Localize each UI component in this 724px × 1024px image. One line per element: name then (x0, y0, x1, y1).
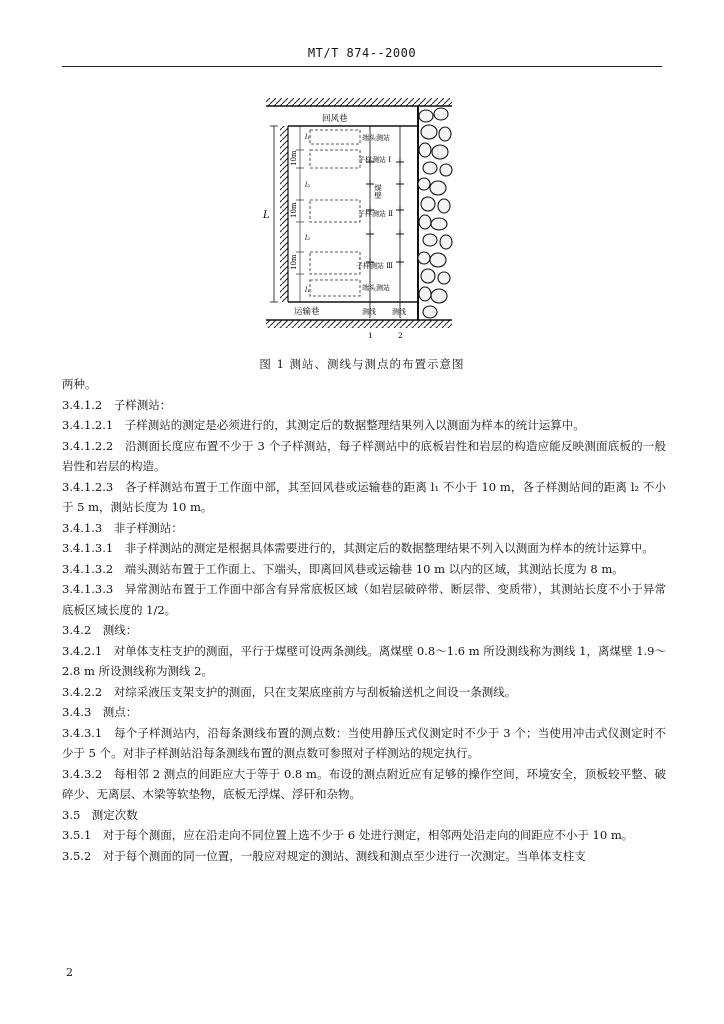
figure-caption: 图 1 测站、测线与测点的布置示意图 (259, 357, 465, 371)
paragraph: 两种。 (62, 377, 97, 391)
label-end-station-top: 端头测站 (362, 134, 390, 142)
body-text (62, 374, 666, 866)
gob-rocks (418, 108, 452, 318)
label-L: L (263, 210, 270, 221)
label-line-1: 测线 (362, 308, 376, 316)
paragraph: 3.4.1.3.1 非子样测站的测定是根据具体需要进行的，其测定后的数据整理结果不列入以测面为样本的统计运算中。 (62, 541, 654, 555)
left-hatch (280, 126, 288, 302)
paragraph: 3.5 测定次数 (62, 807, 138, 822)
label-sub-station-2: 子样测站 Ⅱ (358, 210, 393, 218)
bottom-hatch (266, 320, 452, 328)
paragraph: 3.4.1.3 非子样测站： (62, 520, 183, 535)
label-l2-b: l₂ (305, 234, 311, 242)
label-line-2: 测线 (392, 308, 406, 316)
label-l1-bottom: l₁ (305, 286, 311, 294)
paragraph: 3.4.1.2 子样测站： (62, 397, 172, 412)
label-10m-2: 10m (290, 202, 298, 218)
paragraph: 3.4.2.1 对单体支柱支护的测面，平行于煤壁可设两条测线。离煤壁 0.8～1.6 m 所设测线称为测线 1，离煤壁 1.9～2.8 m 所设测线称为测线 2。 (62, 643, 666, 678)
page-header: MT/T 874--2000 (307, 46, 417, 60)
header-rule (62, 66, 662, 67)
paragraph: 3.5.2 对于每个测面的同一位置，一般应对规定的测站、测线和测点至少进行一次测定。当单体支柱支 (62, 848, 586, 863)
label-sub-station-3: 子样测站 Ⅲ (356, 262, 393, 270)
label-coal-wall: 煤壁 (373, 184, 383, 199)
paragraph: 3.4.1.2.3 各子样测站布置于工作面中部，其至回风巷或运输巷的距离 l₁ 不小于 10 m，各子样测站间的距离 l₂ 不小于 5 m，测站长度为 10 m。 (62, 479, 666, 514)
label-l2-a: l₂ (305, 181, 311, 189)
label-end-station-bottom: 端头测站 (362, 284, 390, 292)
paragraph: 3.4.1.3.2 端头测站布置于工作面上、下端头，即离回风巷或运输巷 10 m 以内的区域，其测站长度为 8 m。 (62, 561, 624, 576)
paragraph: 3.4.3 测点： (62, 705, 138, 719)
label-bottom-roadway: 运输巷 (294, 307, 320, 317)
label-top-roadway: 回风巷 (322, 114, 348, 124)
label-l1-top: l₁ (305, 133, 311, 141)
label-sub-station-1: 子样测站 Ⅰ (358, 156, 391, 164)
paragraph: 3.5.1 对于每个测面，应在沿走向不同位置上选不少于 6 处进行测定，相邻两处沿走向的间距应不小于 10 m。 (62, 828, 634, 842)
paragraph: 3.4.2.2 对综采液压支架支护的测面，只在支架底座前方与刮板输送机之间设一条测线。 (62, 684, 517, 699)
label-10m-3: 10m (290, 254, 298, 270)
paragraph: 3.4.3.1 每个子样测站内，沿每条测线布置的测点数：当使用静压式仪测定时不少于 3 个；当使用冲击式仪测定时不少于 5 个。对非子样测站沿每条测线布置的测点数可参照对子样测站的规定执行。 (62, 725, 666, 760)
paragraph: 3.4.1.2.1 子样测站的测定是必须进行的，其测定后的数据整理结果列入以测面为样本的统计运算中。 (62, 418, 585, 432)
page-number: 2 (66, 966, 73, 979)
label-10m-1: 10m (290, 150, 298, 166)
label-num-2: 2 (398, 331, 403, 340)
paragraph: 3.4.2 测线： (62, 623, 138, 637)
layout-diagram (258, 92, 468, 350)
top-hatch (266, 98, 452, 106)
label-num-1: 1 (368, 331, 373, 340)
paragraph: 3.4.1.2.2 沿测面长度应布置不少于 3 个子样测站，每子样测站中的底板岩性和岩层的构造应能反映测面底板的一般岩性和岩层的构造。 (62, 438, 666, 473)
paragraph: 3.4.1.3.3 异常测站布置于工作面中部含有异常底板区域（如岩层破碎带、断层带、变质带），其测站长度不小于异常底板区域长度的 1/2。 (62, 582, 666, 617)
paragraph: 3.4.3.2 每相邻 2 测点的间距应大于等于 0.8 m。布设的测点附近应有足够的操作空间，环境安全，顶板较平整、破碎少、无离层、木梁等软垫物，底板无浮煤、浮矸和杂物。 (62, 766, 666, 801)
